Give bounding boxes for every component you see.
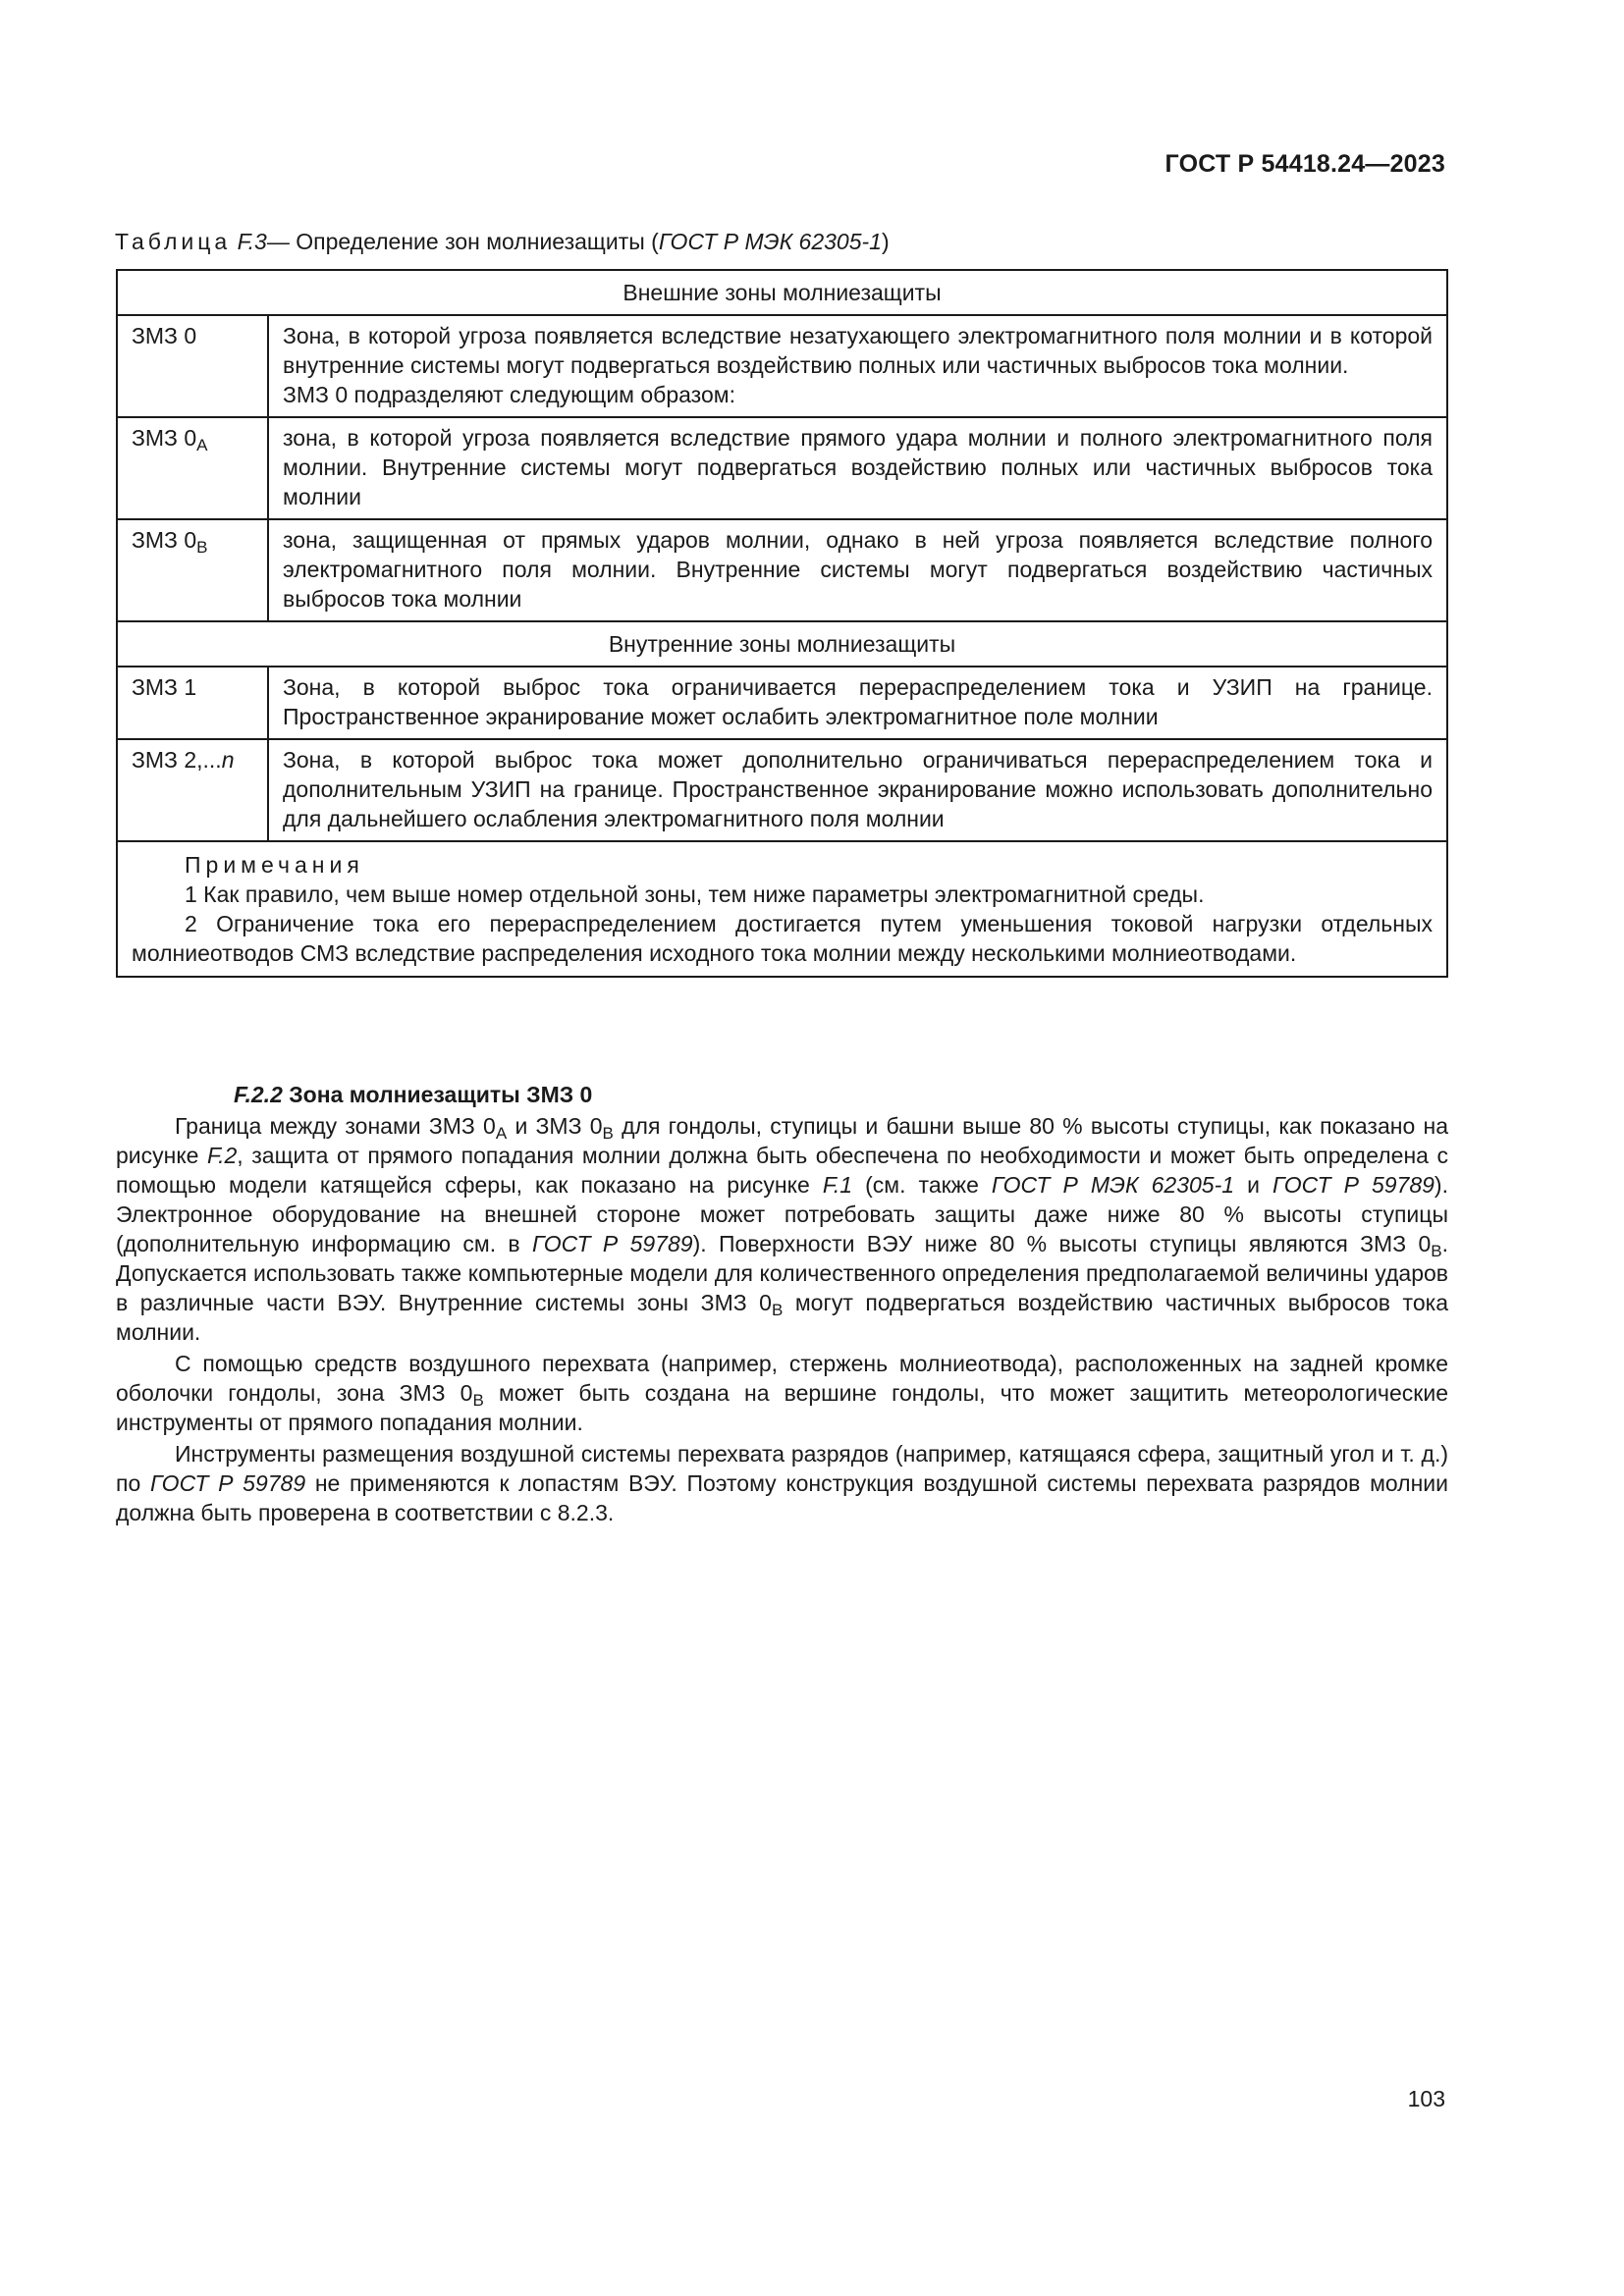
description-line: зона, защищенная от прямых ударов молнии, однако в ней угроза появляется вследствие полного электромагнитного поля молнии. Внутренние системы могут подвергаться воздействию частичных выбросов тока молнии — [283, 527, 1433, 612]
text-run: Граница между зонами ЗМЗ 0 — [175, 1113, 496, 1139]
table-caption-close: ) — [881, 229, 890, 254]
text-run: и — [1234, 1172, 1272, 1198]
zone-label-italic: n — [221, 747, 235, 773]
description-line: ЗМЗ 0 подразделяют следующим образом: — [283, 382, 735, 407]
subscript: A — [495, 1124, 508, 1143]
italic-reference: F.1 — [822, 1172, 853, 1198]
note-item: 1 Как правило, чем выше номер отдельной зоны, тем ниже параметры электромагнитной среды. — [185, 881, 1205, 907]
subscript: B — [602, 1124, 614, 1143]
section-f22-number: F.2.2 — [234, 1082, 283, 1107]
text-run: может быть создана на вершине гондолы, что может защитить метеорологические инструменты от прямого попадания молнии. — [116, 1380, 1448, 1435]
note-item: 2 Ограничение тока его перераспределением достигается путем уменьшения токовой нагрузки отдельных молниеотводов СМЗ вследствие распределения исходного тока молнии между несколькими молниеотводами. — [132, 911, 1433, 966]
zone-subscript: A — [196, 436, 208, 454]
zone-label: ЗМЗ 1 — [132, 674, 197, 700]
text-run: , защита от прямого попадания молнии должна быть обеспечена по необходимости и может быть определена с помощью модели катящейся сферы, как показано на рисунке — [116, 1143, 1448, 1198]
zone-cell — [117, 315, 268, 417]
table-section-title: Внешние зоны молниезащиты — [117, 270, 1447, 315]
zone-label: ЗМЗ 0 — [132, 323, 197, 348]
text-run: . Допускается использовать также компьютерные модели для количественного определения предполагаемой величины ударов в различные части ВЭУ. Внутренние системы зоны ЗМЗ 0 — [116, 1231, 1448, 1315]
zone-label: ЗМЗ 2,... — [132, 747, 222, 773]
table-row — [117, 417, 1447, 519]
zones-table — [116, 269, 1448, 978]
italic-reference: F.2 — [207, 1143, 238, 1168]
table-row — [117, 315, 1447, 417]
text-run: (см. также — [852, 1172, 992, 1198]
text-run: для гондолы, ступицы и башни выше 80 % высоты ступицы, как показано на рисунке — [116, 1113, 1448, 1168]
description-line: Зона, в которой выброс тока может дополнительно ограничиваться перераспределением тока и дополнительным УЗИП на границе. Пространственное экранирование можно использовать дополнительно для дальнейшего ослабления электромагнитного поля молнии — [283, 747, 1433, 831]
table-section-row — [117, 621, 1447, 667]
body-paragraph — [116, 1439, 1448, 1527]
table-caption — [115, 227, 890, 256]
zone-cell — [117, 739, 268, 841]
description-line: Зона, в которой выброс тока ограничивается перераспределением тока и УЗИП на границе. Пространственное экранирование может ослабить электромагнитное поле молнии — [283, 674, 1433, 729]
zone-description — [268, 417, 1447, 519]
table-caption-title: — Определение зон молниезащиты ( — [266, 229, 659, 254]
table-caption-number: F.3 — [237, 229, 267, 254]
table-notes — [117, 841, 1447, 977]
notes-title: Примечания — [185, 852, 364, 878]
zone-cell — [117, 667, 268, 739]
section-f22-heading — [116, 1080, 1448, 1109]
italic-reference: ГОСТ Р МЭК 62305-1 — [991, 1172, 1235, 1198]
text-run: не применяются к лопастям ВЭУ. Поэтому конструкция воздушной системы перехвата разрядов молнии должна быть проверена в соответствии с 8.2.3. — [116, 1470, 1448, 1525]
page-number: 103 — [1407, 2086, 1445, 2111]
description-line: зона, в которой угроза появляется вследствие прямого удара молнии и полного электромагнитного поля молнии. Внутренние системы могут подвергаться воздействию полных или частичных выбросов тока молнии — [283, 425, 1433, 509]
table-row — [117, 739, 1447, 841]
description-line: Зона, в которой угроза появляется вследствие незатухающего электромагнитного поля молнии и в которой внутренние системы могут подвергаться воздействию полных или частичных выбросов тока молнии. — [283, 323, 1433, 378]
italic-reference: ГОСТ Р 59789 — [1272, 1172, 1435, 1198]
table-row — [117, 519, 1447, 621]
section-f22 — [116, 1080, 1448, 1529]
italic-reference: ГОСТ Р 59789 — [532, 1231, 693, 1256]
zones-table-body — [117, 270, 1447, 977]
zone-label: ЗМЗ 0 — [132, 527, 197, 553]
text-run: Инструменты размещения воздушной системы перехвата разрядов (например, катящаяся сфера, защитный угол и т. д.) по — [116, 1441, 1448, 1496]
zone-description — [268, 667, 1447, 739]
text-run: С помощью средств воздушного перехвата (например, стержень молниеотвода), расположенных на задней кромке оболочки гондолы, зона ЗМЗ 0 — [116, 1351, 1448, 1406]
zone-description — [268, 739, 1447, 841]
table-caption-label: Таблица — [115, 229, 232, 254]
table-caption-ref: ГОСТ Р МЭК 62305-1 — [658, 229, 882, 254]
italic-reference: ГОСТ Р 59789 — [149, 1470, 306, 1496]
table-row — [117, 667, 1447, 739]
text-run: ). Электронное оборудование на внешней стороне может потребовать защиты даже ниже 80 % высоты ступицы (дополнительную информацию см. в — [116, 1172, 1448, 1256]
subscript: B — [771, 1301, 784, 1319]
document-code: ГОСТ Р 54418.24—2023 — [1164, 150, 1445, 178]
zone-description — [268, 519, 1447, 621]
zone-cell — [117, 417, 268, 519]
table-section-row — [117, 270, 1447, 315]
subscript: B — [1431, 1242, 1442, 1260]
body-paragraph — [116, 1349, 1448, 1437]
zone-description — [268, 315, 1447, 417]
table-notes-row — [117, 841, 1447, 977]
zone-label: ЗМЗ 0 — [132, 425, 197, 451]
zone-cell — [117, 519, 268, 621]
subscript: B — [472, 1391, 484, 1410]
text-run: ). Поверхности ВЭУ ниже 80 % высоты ступицы являются ЗМЗ 0 — [692, 1231, 1432, 1256]
table-section-title: Внутренние зоны молниезащиты — [117, 621, 1447, 667]
section-f22-title: Зона молниезащиты ЗМЗ 0 — [282, 1082, 593, 1107]
text-run: и ЗМЗ 0 — [507, 1113, 603, 1139]
text-run: могут подвергаться воздействию частичных выбросов тока молнии. — [116, 1290, 1448, 1345]
zone-subscript: B — [196, 538, 208, 557]
body-paragraph — [116, 1111, 1448, 1347]
